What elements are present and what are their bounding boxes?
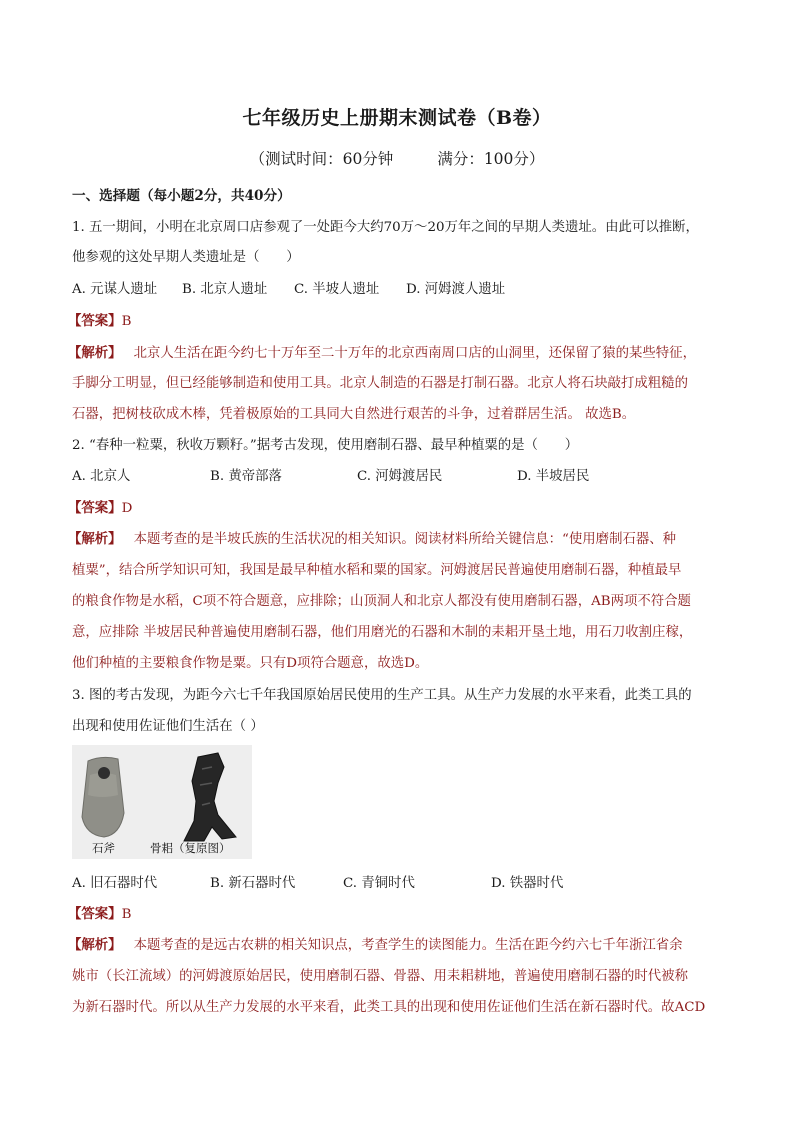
q2-answer bbox=[68, 497, 132, 516]
q3-option-d: D. 铁器时代 bbox=[491, 876, 564, 891]
exam-score: 满分：100分） bbox=[437, 150, 545, 168]
q2-analysis-line-4: 意，应排除 半坡居民种普遍使用磨制石器，他们用磨光的石器和木制的耒耜开垦土地，用石刀收割庄稼， bbox=[72, 625, 693, 640]
q3-answer bbox=[68, 903, 131, 922]
analysis-label: 【解析】 bbox=[68, 345, 122, 361]
q1-option-a: A. 元谋人遗址 bbox=[72, 282, 158, 297]
q1-stem-line-2: 他参观的这处早期人类遗址是（ ） bbox=[72, 250, 300, 265]
answer-label: 【答案】 bbox=[68, 313, 122, 329]
q3-analysis-line-2: 姚市（长江流域）的河姆渡原始居民，使用磨制石器、骨器、用耒耜耕地，普遍使用磨制石器的时代被称 bbox=[72, 969, 688, 984]
figure-label-stone-axe: 石斧 bbox=[92, 841, 115, 855]
q1-stem-line-1: 1. 五一期间，小明在北京周口店参观了一处距今大约70万～20万年之间的早期人类遗址。由此可以推断， bbox=[72, 220, 699, 235]
q1-options bbox=[72, 278, 505, 297]
q3-stem-line-1: 3. 图的考古发现，为距今六七千年我国原始居民使用的生产工具。从生产力发展的水平来看，此类工具的 bbox=[72, 688, 692, 703]
figure-label-bone-spade: 骨耜（复原图） bbox=[150, 841, 231, 855]
q3-options bbox=[72, 872, 563, 891]
q1-option-d: D. 河姆渡人遗址 bbox=[406, 282, 506, 297]
answer-value: B bbox=[121, 314, 132, 329]
tools-figure bbox=[72, 745, 252, 859]
q1-option-b: B. 北京人遗址 bbox=[182, 282, 268, 297]
q2-options bbox=[72, 465, 589, 484]
exam-time: （测试时间：60分钟 bbox=[249, 150, 394, 168]
answer-value: B bbox=[121, 907, 132, 922]
q2-analysis-line-3: 的粮食作物是水稻，C项不符合题意，应排除；山顶洞人和北京人都没有使用磨制石器，AB两项不符合题 bbox=[72, 594, 691, 609]
analysis-label: 【解析】 bbox=[68, 531, 122, 547]
q3-option-c: C. 青铜时代 bbox=[343, 876, 415, 891]
q1-analysis-line-2: 手脚分工明显，但已经能够制造和使用工具。北京人制造的石器是打制石器。北京人将石块敲打成粗糙的 bbox=[72, 376, 688, 391]
q2-option-b: B. 黄帝部落 bbox=[210, 469, 282, 484]
q3-option-b: B. 新石器时代 bbox=[210, 876, 296, 891]
q2-analysis-line-1: 【解析】 本题考查的是半坡氏族的生活状况的相关知识。阅读材料所给关键信息：“使用磨制石器、种 bbox=[68, 531, 677, 547]
q3-stem-line-2: 出现和使用佐证他们生活在（ ） bbox=[72, 719, 264, 734]
page-title: 七年级历史上册期末测试卷（B卷） bbox=[242, 107, 552, 129]
q2-analysis-line-5: 他们种植的主要粮食作物是粟。只有D项符合题意，故选D。 bbox=[72, 656, 429, 671]
q1-option-c: C. 半坡人遗址 bbox=[294, 282, 380, 297]
q2-option-a: A. 北京人 bbox=[72, 469, 131, 484]
q2-stem-line-1: 2. “春种一粒粟，秋收万颗籽。”据考古发现，使用磨制石器、最早种植粟的是（ ） bbox=[72, 438, 579, 453]
answer-label: 【答案】 bbox=[68, 500, 122, 516]
q1-analysis-line-3: 石器，把树枝砍成木棒，凭着极原始的工具同大自然进行艰苦的斗争，过着群居生活。 故选B。 bbox=[72, 407, 636, 422]
q2-analysis-line-2: 植粟”，结合所学知识可知，我国是最早种植水稻和粟的国家。河姆渡居民普遍使用磨制石器，种植最早 bbox=[72, 563, 682, 578]
answer-label: 【答案】 bbox=[68, 906, 122, 922]
exam-info bbox=[0, 147, 794, 169]
q3-option-a: A. 旧石器时代 bbox=[72, 876, 158, 891]
answer-value: D bbox=[121, 501, 133, 516]
q3-analysis-line-3: 为新石器时代。所以从生产力发展的水平来看，此类工具的出现和使用佐证他们生活在新石器时代。故ACD bbox=[72, 1000, 706, 1015]
q2-option-d: D. 半坡居民 bbox=[517, 469, 590, 484]
q2-option-c: C. 河姆渡居民 bbox=[357, 469, 443, 484]
q3-analysis-line-1: 【解析】 本题考查的是远古农耕的相关知识点，考查学生的读图能力。生活在距今约六七千年浙江省余 bbox=[68, 937, 683, 953]
q1-analysis-line-1: 【解析】 北京人生活在距今约七十万年至二十万年的北京西南周口店的山洞里，还保留了猿的某些特征， bbox=[68, 345, 696, 361]
section-heading: 一、选择题（每小题2分，共40分） bbox=[72, 188, 291, 204]
analysis-label: 【解析】 bbox=[68, 937, 122, 953]
q1-answer bbox=[68, 310, 131, 329]
